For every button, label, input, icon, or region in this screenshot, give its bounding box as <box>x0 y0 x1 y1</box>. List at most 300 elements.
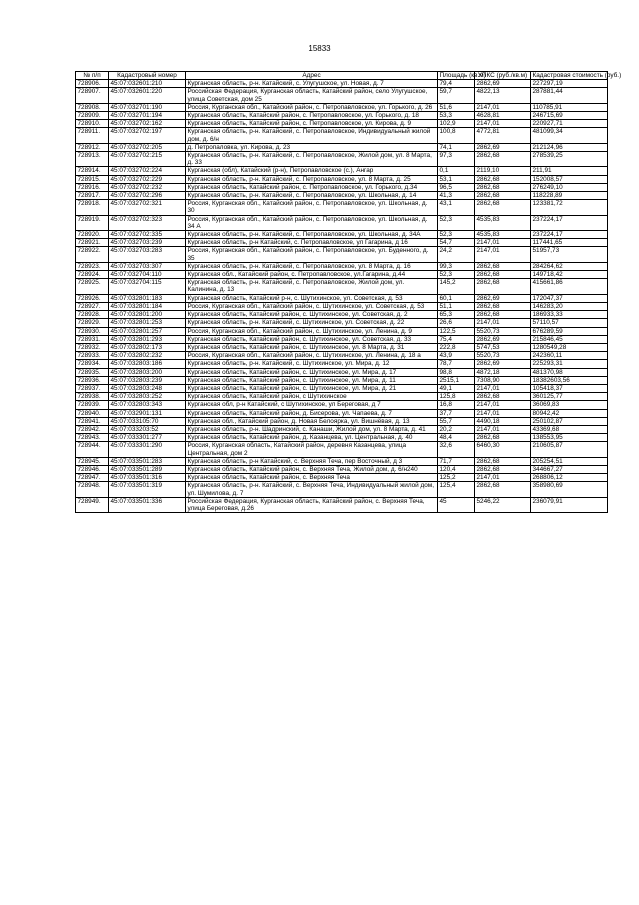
upks-cell: 5520,73 <box>475 352 531 360</box>
upks-cell: 2862,68 <box>475 262 531 270</box>
area-cell: 41,3 <box>438 192 475 200</box>
area-cell: 99,3 <box>438 262 475 270</box>
row-number-cell: 728906. <box>76 80 109 88</box>
row-number-cell: 728911. <box>76 128 109 143</box>
address-cell: Курганская область, Катайский район, д. Бисерова, ул. Чапаева, д. 7 <box>186 409 438 417</box>
row-number-cell: 728939. <box>76 401 109 409</box>
row-number-cell: 728922. <box>76 247 109 262</box>
cadastral-value-cell: 250102,87 <box>531 417 608 425</box>
area-cell: 45 <box>438 497 475 512</box>
cadastral-value-cell: 105418,37 <box>531 384 608 392</box>
row-number-cell: 728935. <box>76 368 109 376</box>
cadastral-value-cell: 220927,71 <box>531 120 608 128</box>
area-cell: 78,7 <box>438 360 475 368</box>
cadastral-number-cell: 45:07:032803:248 <box>109 384 186 392</box>
upks-cell: 5747,53 <box>475 343 531 351</box>
upks-cell: 2862,69 <box>475 143 531 151</box>
cadastral-value-cell: 268806,12 <box>531 474 608 482</box>
row-number-cell: 728925. <box>76 279 109 294</box>
cadastral-value-cell: 117441,65 <box>531 239 608 247</box>
row-number-cell: 728913. <box>76 152 109 167</box>
table-row <box>76 88 608 103</box>
cadastral-value-cell: 123381,72 <box>531 200 608 215</box>
address-cell: Россия, Курганская обл., Катайский район, с. Петропавловское, ул. Буденного, д. 35 <box>186 247 438 262</box>
area-cell: 71,7 <box>438 457 475 465</box>
table-row <box>76 327 608 335</box>
area-cell: 122,5 <box>438 327 475 335</box>
cadastral-value-cell: 172047,37 <box>531 294 608 302</box>
table-row <box>76 465 608 473</box>
area-cell: 60,1 <box>438 294 475 302</box>
area-cell: 65,3 <box>438 311 475 319</box>
table-row <box>76 335 608 343</box>
cadastral-value-cell: 481370,98 <box>531 368 608 376</box>
table-row <box>76 393 608 401</box>
address-cell: Курганская область, р-н Катайский, с. Петропавловское, ул Гагарина, д 16 <box>186 239 438 247</box>
cadastral-number-cell: 45:07:032802:232 <box>109 352 186 360</box>
address-cell: Курганская область, р-н. Катайский, с. Петропавловское, ул. 8 Марта, д. 25 <box>186 175 438 183</box>
upks-cell: 2862,68 <box>475 152 531 167</box>
area-cell: 102,9 <box>438 120 475 128</box>
address-cell: Курганская область, р-н. Катайский, с. Шутихинское, ул. Мира, д. 12 <box>186 360 438 368</box>
area-cell: 74,1 <box>438 143 475 151</box>
cadastral-value-cell: 152008,57 <box>531 175 608 183</box>
row-number-cell: 728909. <box>76 112 109 120</box>
table-row <box>76 360 608 368</box>
table-row <box>76 401 608 409</box>
row-number-cell: 728944. <box>76 442 109 457</box>
cadastral-number-cell: 45:07:033301:290 <box>109 442 186 457</box>
row-number-cell: 728907. <box>76 88 109 103</box>
table-row <box>76 384 608 392</box>
table-row <box>76 103 608 111</box>
cadastral-value-cell: 51957,73 <box>531 247 608 262</box>
address-cell: Курганская область, р-н. Катайский, с. Петропавловское, Жилой дом, ул. Калинина, д. 13 <box>186 279 438 294</box>
upks-cell: 2862,68 <box>475 434 531 442</box>
area-cell: 32,6 <box>438 442 475 457</box>
address-cell: д. Петропаловка, ул. Кирова, д. 23 <box>186 143 438 151</box>
table-row <box>76 417 608 425</box>
table-row <box>76 294 608 302</box>
cadastral-number-cell: 45:07:032801:257 <box>109 327 186 335</box>
area-cell: 120,4 <box>438 465 475 473</box>
address-cell: Курганская область, Катайский район, с. Шутихинское, ул. 8 Марта, д. 31 <box>186 343 438 351</box>
upks-cell: 2862,69 <box>475 80 531 88</box>
address-cell: Россия, Курганская область, Катайский район, деревня Казанцева, улица Центральная, дом 2 <box>186 442 438 457</box>
address-cell: Россия, Курганская обл., Катайский район, с. Петропавловское, ул. Школьная, д. 30 <box>186 200 438 215</box>
cadastral-value-cell: 211,91 <box>531 167 608 175</box>
cadastral-value-cell: 246715,69 <box>531 112 608 120</box>
area-cell: 20,2 <box>438 425 475 433</box>
cadastral-number-cell: 45:07:032801:183 <box>109 294 186 302</box>
table-row <box>76 192 608 200</box>
upks-cell: 2147,01 <box>475 401 531 409</box>
row-number-cell: 728941. <box>76 417 109 425</box>
cadastral-number-cell: 45:07:032803:239 <box>109 376 186 384</box>
upks-cell: 2862,69 <box>475 335 531 343</box>
row-number-cell: 728916. <box>76 183 109 191</box>
area-cell: 79,4 <box>438 80 475 88</box>
upks-cell: 5246,22 <box>475 497 531 512</box>
table-row <box>76 457 608 465</box>
cadastral-value-cell: 344667,27 <box>531 465 608 473</box>
row-number-cell: 728932. <box>76 343 109 351</box>
address-cell: Курганская область, р-н. Катайский, с. Петропавловское, ул. Школьная, д. 34А <box>186 231 438 239</box>
row-number-cell: 728931. <box>76 335 109 343</box>
upks-cell: 2147,01 <box>475 409 531 417</box>
cadastral-number-cell: 45:07:032803:343 <box>109 401 186 409</box>
cadastral-number-cell: 45:07:032601:210 <box>109 80 186 88</box>
cadastral-number-cell: 45:07:033501:319 <box>109 482 186 497</box>
cadastral-value-cell: 227297,19 <box>531 80 608 88</box>
cadastral-value-table <box>75 71 622 513</box>
cadastral-value-cell: 212124,96 <box>531 143 608 151</box>
table-row <box>76 120 608 128</box>
row-number-cell: 728937. <box>76 384 109 392</box>
cadastral-value-cell: 18382603,56 <box>531 376 608 384</box>
area-cell: 125,8 <box>438 393 475 401</box>
address-cell: Россия, Курганская обл., Катайский район, с. Петропавловское, ул. Горького, д. 26 <box>186 103 438 111</box>
cadastral-number-cell: 45:07:033203:52 <box>109 425 186 433</box>
cadastral-number-cell: 45:07:033501:283 <box>109 457 186 465</box>
area-cell: 54,7 <box>438 239 475 247</box>
address-cell: Курганская (обл), Катайский (р-н), Петропавловское (с.), Ангар <box>186 167 438 175</box>
row-number-cell: 728917. <box>76 192 109 200</box>
area-cell: 145,2 <box>438 279 475 294</box>
address-cell: Курганская область, р-н. Катайский, с. Петропавловское, Жилой дом, ул. 8 Марта, д. 33 <box>186 152 438 167</box>
upks-cell: 2862,68 <box>475 183 531 191</box>
cadastral-number-cell: 45:07:032702:335 <box>109 231 186 239</box>
address-cell: Курганская область, Катайский р-н, с. Шутихинское, ул. Советская, д. 53 <box>186 294 438 302</box>
table-body <box>76 80 608 513</box>
area-cell: 125,4 <box>438 482 475 497</box>
address-cell: Курганская область, р-н. Катайский, с. Петропавловское, ул. 8 Марта, д. 16 <box>186 262 438 270</box>
area-cell: 52,3 <box>438 271 475 279</box>
table-row <box>76 279 608 294</box>
upks-cell: 4628,81 <box>475 112 531 120</box>
address-cell: Курганская область, р-н. Катайский, с. Улугушское, ул. Новая, д. 7 <box>186 80 438 88</box>
cadastral-number-cell: 45:07:032702:232 <box>109 183 186 191</box>
cadastral-number-cell: 45:07:032601:220 <box>109 88 186 103</box>
page-number: 15833 <box>308 44 331 53</box>
upks-cell: 2862,68 <box>475 200 531 215</box>
upks-cell: 2147,01 <box>475 103 531 111</box>
header-cadastral-value: Кадастровая стоимость (руб.) <box>532 72 622 79</box>
row-number-cell: 728908. <box>76 103 109 111</box>
table-row <box>76 343 608 351</box>
table-row <box>76 215 608 230</box>
address-cell: Курганская область, Катайский район, с. Петропавловское, ул. Горького, д.34 <box>186 183 438 191</box>
table-row <box>76 167 608 175</box>
table-row <box>76 175 608 183</box>
cadastral-value-cell: 225293,31 <box>531 360 608 368</box>
row-number-cell: 728914. <box>76 167 109 175</box>
cadastral-value-cell: 360125,77 <box>531 393 608 401</box>
table-row <box>76 143 608 151</box>
upks-cell: 2862,68 <box>475 175 531 183</box>
row-number-cell: 728929. <box>76 319 109 327</box>
row-number-cell: 728915. <box>76 175 109 183</box>
cadastral-value-cell: 236079,91 <box>531 497 608 512</box>
area-cell: 43,1 <box>438 200 475 215</box>
cadastral-number-cell: 45:07:032803:252 <box>109 393 186 401</box>
row-number-cell: 728949. <box>76 497 109 512</box>
cadastral-value-cell: 146283,20 <box>531 302 608 310</box>
cadastral-value-cell: 57110,57 <box>531 319 608 327</box>
table-row <box>76 183 608 191</box>
table-row <box>76 239 608 247</box>
area-cell: 2515,1 <box>438 376 475 384</box>
cadastral-number-cell: 45:07:033105:70 <box>109 417 186 425</box>
area-cell: 48,4 <box>438 434 475 442</box>
upks-cell: 2862,68 <box>475 271 531 279</box>
area-cell: 125,2 <box>438 474 475 482</box>
header-cadastral-number: Кадастровый номер <box>109 72 186 80</box>
table-row <box>76 80 608 88</box>
address-cell: Курганская область, р-н. Катайский, с. Петропавловское, ул. Школьная, д. 14 <box>186 192 438 200</box>
address-cell: Курганская область, Катайский район, с Шутихинское <box>186 393 438 401</box>
row-number-cell: 728928. <box>76 311 109 319</box>
cadastral-value-cell: 237224,17 <box>531 231 608 239</box>
table-row <box>76 482 608 497</box>
cadastral-number-cell: 45:07:032801:200 <box>109 311 186 319</box>
row-number-cell: 728942. <box>76 425 109 433</box>
area-cell: 98,8 <box>438 368 475 376</box>
cadastral-number-cell: 45:07:032702:323 <box>109 215 186 230</box>
address-cell: Россия, Курганская обл., Катайский район, с. Шутихинское, ул. Ленина, д. 9 <box>186 327 438 335</box>
cadastral-number-cell: 45:07:033501:289 <box>109 465 186 473</box>
cadastral-value-cell: 287881,44 <box>531 88 608 103</box>
upks-cell: 4535,83 <box>475 231 531 239</box>
row-number-cell: 728926. <box>76 294 109 302</box>
table-row <box>76 425 608 433</box>
address-cell: Курганская область, Катайский район, с. Шутихинское, ул. Советская, д. 33 <box>186 335 438 343</box>
area-cell: 43,9 <box>438 352 475 360</box>
row-number-cell: 728930. <box>76 327 109 335</box>
header-area: Площадь (кв.м) <box>439 72 486 79</box>
cadastral-number-cell: 45:07:032701:190 <box>109 103 186 111</box>
cadastral-value-cell: 80942,42 <box>531 409 608 417</box>
row-number-cell: 728934. <box>76 360 109 368</box>
cadastral-value-cell: 118228,89 <box>531 192 608 200</box>
cadastral-number-cell: 45:07:032703:283 <box>109 247 186 262</box>
upks-cell: 2119,10 <box>475 167 531 175</box>
cadastral-value-cell: 205254,51 <box>531 457 608 465</box>
upks-cell: 4490,18 <box>475 417 531 425</box>
area-cell: 222,8 <box>438 343 475 351</box>
row-number-cell: 728924. <box>76 271 109 279</box>
upks-cell: 5520,73 <box>475 327 531 335</box>
area-cell: 100,8 <box>438 128 475 143</box>
cadastral-value-cell: 358980,69 <box>531 482 608 497</box>
cadastral-number-cell: 45:07:032704:110 <box>109 271 186 279</box>
cadastral-value-cell: 149718,42 <box>531 271 608 279</box>
row-number-cell: 728933. <box>76 352 109 360</box>
cadastral-number-cell: 45:07:032702:205 <box>109 143 186 151</box>
row-number-cell: 728938. <box>76 393 109 401</box>
upks-cell: 6460,30 <box>475 442 531 457</box>
table-row <box>76 311 608 319</box>
table-row <box>76 200 608 215</box>
row-number-cell: 728947. <box>76 474 109 482</box>
cadastral-value-cell: 278539,25 <box>531 152 608 167</box>
address-cell: Курганская область, Катайский район, с. Шутихинское, ул. Мира, д. 17 <box>186 368 438 376</box>
cadastral-number-cell: 45:07:032703:239 <box>109 239 186 247</box>
upks-cell: 2147,01 <box>475 384 531 392</box>
area-cell: 52,3 <box>438 231 475 239</box>
row-number-cell: 728936. <box>76 376 109 384</box>
cadastral-number-cell: 45:07:032801:184 <box>109 302 186 310</box>
address-cell: Россия, Курганская обл., Катайский район, с. Петропавловское, ул. Школьная, д. 34 А <box>186 215 438 230</box>
upks-cell: 4535,83 <box>475 215 531 230</box>
upks-cell: 2862,69 <box>475 360 531 368</box>
row-number-cell: 728920. <box>76 231 109 239</box>
cadastral-value-cell: 1280549,28 <box>531 343 608 351</box>
address-cell: Курганская область, р-н. Катайский, с. Петропавловское, Индивидуальный жилой дом, д. 6/н <box>186 128 438 143</box>
address-cell: Российская Федерация, Курганская область, Катайский район, с. Верхняя Теча, улица Береговая, д.26 <box>186 497 438 512</box>
address-cell: Курганская область, Катайский район, с. Шутихинское, ул. Мира, д. 11 <box>186 376 438 384</box>
cadastral-value-cell: 415661,86 <box>531 279 608 294</box>
area-cell: 0,1 <box>438 167 475 175</box>
cadastral-number-cell: 45:07:032901:131 <box>109 409 186 417</box>
table-row <box>76 247 608 262</box>
row-number-cell: 728912. <box>76 143 109 151</box>
cadastral-value-cell: 43369,68 <box>531 425 608 433</box>
upks-cell: 2862,68 <box>475 302 531 310</box>
table-row <box>76 442 608 457</box>
table-row <box>76 128 608 143</box>
address-cell: Курганская область, Катайский район, с. Верхняя Теча, Жилой дом, д. 6/н240 <box>186 465 438 473</box>
cadastral-number-cell: 45:07:032702:224 <box>109 167 186 175</box>
table-row <box>76 434 608 442</box>
address-cell: Курганская обл, р-н Катайский, с Шутихинское, ул Береговая, д 7 <box>186 401 438 409</box>
cadastral-number-cell: 45:07:032702:162 <box>109 120 186 128</box>
table-row <box>76 352 608 360</box>
address-cell: Курганская обл., Катайский район, д. Новая Белоярка, ул. Вишнёвая, д. 13 <box>186 417 438 425</box>
upks-cell: 4772,81 <box>475 128 531 143</box>
cadastral-number-cell: 45:07:032701:194 <box>109 112 186 120</box>
table-row <box>76 262 608 270</box>
table-row <box>76 231 608 239</box>
table-row <box>76 302 608 310</box>
upks-cell: 4822,13 <box>475 88 531 103</box>
address-cell: Россия, Курганская обл., Катайский район, с. Шутихинское, ул. Ленина, д. 18 а <box>186 352 438 360</box>
cadastral-number-cell: 45:07:032704:115 <box>109 279 186 294</box>
cadastral-number-cell: 45:07:032803:186 <box>109 360 186 368</box>
cadastral-number-cell: 45:07:032803:200 <box>109 368 186 376</box>
header-upks: УПКС (руб./кв.м) <box>475 72 531 80</box>
cadastral-number-cell: 45:07:032702:215 <box>109 152 186 167</box>
table-row <box>76 112 608 120</box>
cadastral-value-cell: 481099,34 <box>531 128 608 143</box>
area-cell: 51,1 <box>438 302 475 310</box>
address-cell: Курганская область, Катайский район, с. Шутихинское, ул. Советская, д. 2 <box>186 311 438 319</box>
cadastral-number-cell: 45:07:032801:293 <box>109 335 186 343</box>
upks-cell: 2862,68 <box>475 279 531 294</box>
row-number-cell: 728910. <box>76 120 109 128</box>
cadastral-value-cell: 36069,83 <box>531 401 608 409</box>
header-address: Адрес <box>186 72 438 80</box>
address-cell: Курганская область, р-н. Катайский, с. Верхняя Теча, Индивидуальный жилой дом, ул. Шумилова, д. 7 <box>186 482 438 497</box>
cadastral-value-cell: 215846,45 <box>531 335 608 343</box>
row-number-cell: 728921. <box>76 239 109 247</box>
row-number-cell: 728927. <box>76 302 109 310</box>
address-cell: Россия, Курганская обл., Катайский район, с. Шутихинское, ул. Советская, д. 53 <box>186 302 438 310</box>
upks-cell: 2147,01 <box>475 247 531 262</box>
address-cell: Курганская область, р-н. Шадринский, с. Канаши, Жилой дом, ул. 8 Марта, д. 41 <box>186 425 438 433</box>
area-cell: 16,8 <box>438 401 475 409</box>
address-cell: Курганская область, Катайский район, д. Казанцева, ул. Центральная, д. 40 <box>186 434 438 442</box>
upks-cell: 2147,01 <box>475 425 531 433</box>
cadastral-number-cell: 45:07:032702:296 <box>109 192 186 200</box>
cadastral-value-cell: 237224,17 <box>531 215 608 230</box>
upks-cell: 2862,68 <box>475 457 531 465</box>
address-cell: Курганская обл., Катайский район, с. Петропавловское, ул.Гагарина, д.44 <box>186 271 438 279</box>
upks-cell: 2862,68 <box>475 393 531 401</box>
row-number-cell: 728945. <box>76 457 109 465</box>
address-cell: Курганская область, р-н Катайский, с. Верхняя Теча, пер Восточный, д 3 <box>186 457 438 465</box>
table-header-row <box>76 72 608 80</box>
upks-cell: 2147,01 <box>475 319 531 327</box>
row-number-cell: 728919. <box>76 215 109 230</box>
area-cell: 53,1 <box>438 175 475 183</box>
area-cell: 51,6 <box>438 103 475 111</box>
row-number-cell: 728918. <box>76 200 109 215</box>
cadastral-number-cell: 45:07:032802:173 <box>109 343 186 351</box>
row-number-cell: 728923. <box>76 262 109 270</box>
cadastral-value-cell: 676289,59 <box>531 327 608 335</box>
cadastral-number-cell: 45:07:032702:197 <box>109 128 186 143</box>
address-cell: Курганская область, Катайский район, с. Шутихинское, ул. Мира, д. 21 <box>186 384 438 392</box>
table-row <box>76 474 608 482</box>
row-number-cell: 728943. <box>76 434 109 442</box>
cadastral-value-cell: 138553,95 <box>531 434 608 442</box>
upks-cell: 2862,69 <box>475 294 531 302</box>
table-row <box>76 152 608 167</box>
row-number-cell: 728948. <box>76 482 109 497</box>
upks-cell: 4872,18 <box>475 368 531 376</box>
table-row <box>76 409 608 417</box>
table-row <box>76 271 608 279</box>
table-row <box>76 368 608 376</box>
area-cell: 59,7 <box>438 88 475 103</box>
area-cell: 24,2 <box>438 247 475 262</box>
table-row <box>76 376 608 384</box>
row-number-cell: 728946. <box>76 465 109 473</box>
upks-cell: 2862,68 <box>475 311 531 319</box>
header-row-number: № п/п <box>76 72 109 80</box>
cadastral-number-cell: 45:07:032703:307 <box>109 262 186 270</box>
cadastral-value-cell: 242360,11 <box>531 352 608 360</box>
table-row <box>76 319 608 327</box>
table-row <box>76 497 608 512</box>
area-cell: 53,3 <box>438 112 475 120</box>
address-cell: Курганская область, Катайский район, с. Петропавловское, ул. Горького, д. 18 <box>186 112 438 120</box>
area-cell: 37,7 <box>438 409 475 417</box>
area-cell: 96,5 <box>438 183 475 191</box>
cadastral-number-cell: 45:07:032801:253 <box>109 319 186 327</box>
area-cell: 97,3 <box>438 152 475 167</box>
upks-cell: 2147,01 <box>475 239 531 247</box>
cadastral-value-cell: 210605,87 <box>531 442 608 457</box>
area-cell: 49,1 <box>438 384 475 392</box>
cadastral-number-cell: 45:07:033501:316 <box>109 474 186 482</box>
area-cell: 55,7 <box>438 417 475 425</box>
upks-cell: 2147,01 <box>475 474 531 482</box>
address-cell: Российская Федерация, Курганская область, Катайский район, село Улугушское, улица Советская, дом 25 <box>186 88 438 103</box>
cadastral-number-cell: 45:07:032702:229 <box>109 175 186 183</box>
cadastral-number-cell: 45:07:032702:321 <box>109 200 186 215</box>
